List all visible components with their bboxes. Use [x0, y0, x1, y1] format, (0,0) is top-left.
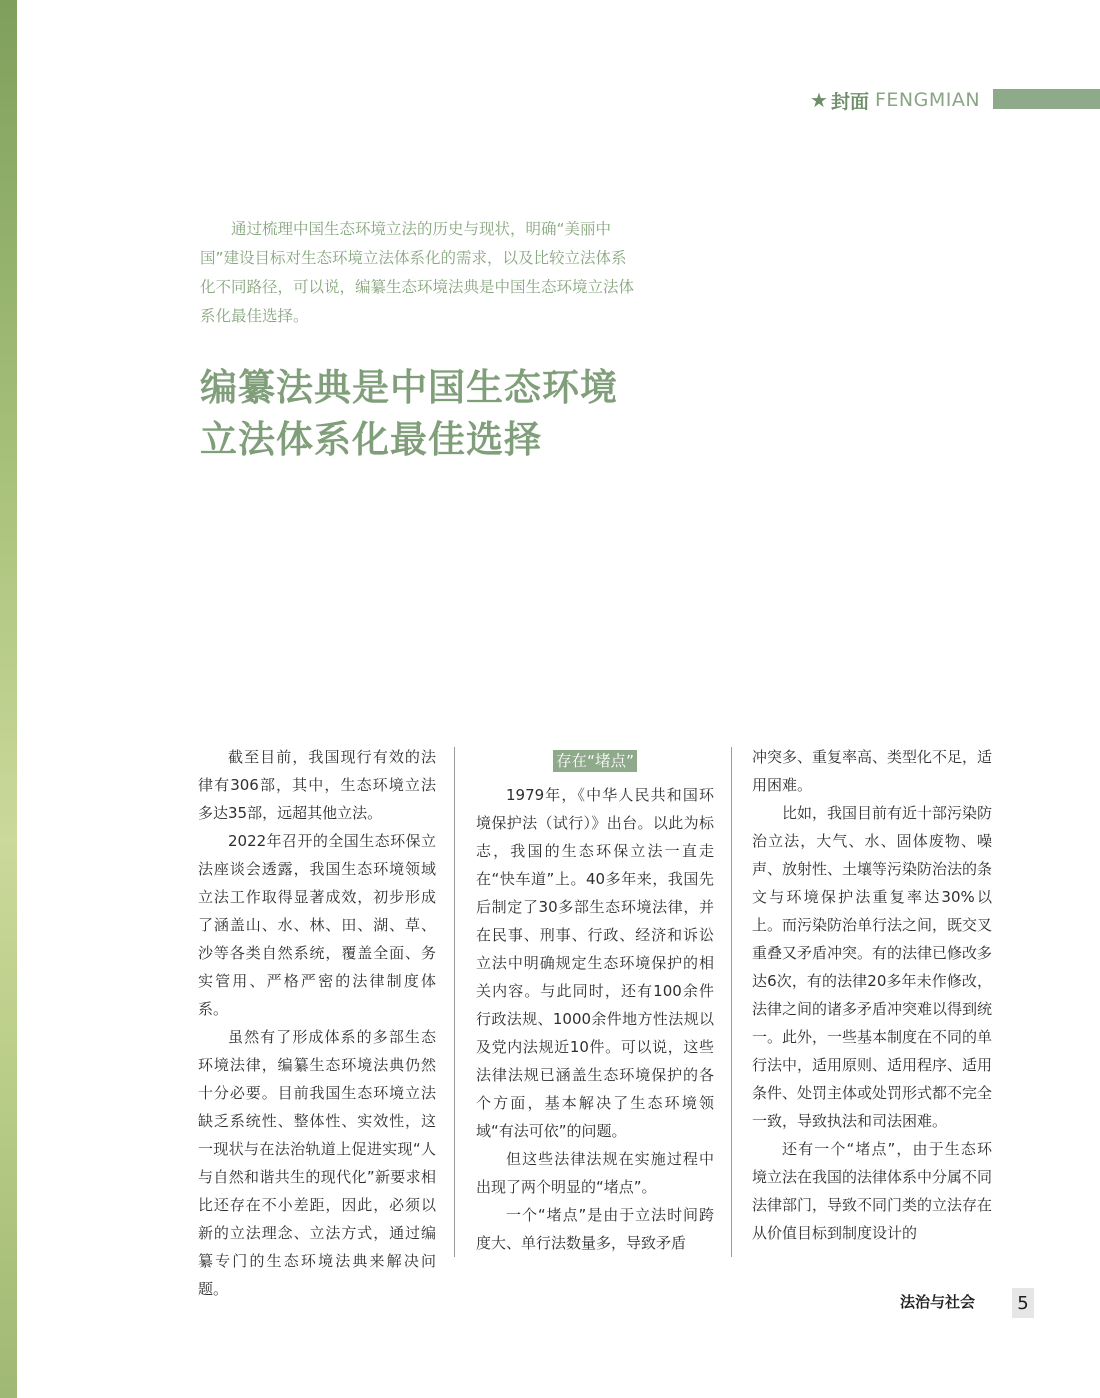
star-icon: ★ — [810, 88, 828, 112]
body-column-1 — [198, 743, 436, 1303]
paragraph: 一个“堵点”是由于立法时间跨度大、单行法数量多，导致矛盾 — [476, 1206, 714, 1252]
page-number: 5 — [1012, 1288, 1034, 1318]
paragraph: 比如，我国目前有近十部污染防治立法，大气、水、固体废物、噪声、放射性、土壤等污染防治法的条文与环境保护法重复率达30%以上。而污染防治单行法之间，既交叉重叠又矛盾冲突。有的法律已修改多达6次，有的法律20多年未作修改，法律之间的诸多矛盾冲突难以得到统一。此外，一些基本制度在不同的单行法中，适用原则、适用程序、适用条件、处罚主体或处罚形式都不完全一致，导致执法和司法困难。 — [752, 804, 993, 1130]
section-tag — [810, 86, 980, 114]
paragraph: 2022年召开的全国生态环保立法座谈会透露，我国生态环境领域立法工作取得显著成效，初步形成了涵盖山、水、林、田、湖、草、沙等各类自然系统，覆盖全面、务实管用、严格严密的法律制度体系。 — [198, 832, 436, 1018]
magazine-name: 法治与社会 — [900, 1293, 976, 1311]
headline-line-2: 立法体系化最佳选择 — [200, 418, 542, 461]
subheading-wrapper — [476, 747, 714, 775]
column-divider — [454, 747, 455, 1257]
paragraph: 1979年，《中华人民共和国环境保护法（试行）》出台。以此为标志，我国的生态环保立法一直走在“快车道”上。40多年来，我国先后制定了30多部生态环境法律，并在民事、刑事、行政、经济和诉讼立法中明确规定生态环境保护的相关内容。与此同时，还有100余件行政法规、1000余件地方性法规以及党内法规近10件。可以说，这些法律法规已涵盖生态环境保护的各个方面，基本解决了生态环境领域“有法可依”的问题。 — [476, 786, 714, 1140]
article-headline — [200, 362, 760, 466]
section-label-cn: 封面 — [830, 90, 869, 113]
body-column-3 — [752, 743, 992, 1247]
headline-line-1: 编纂法典是中国生态环境 — [200, 366, 618, 409]
paragraph: 截至目前，我国现行有效的法律有306部，其中，生态环境立法多达35部，远超其他立法。 — [198, 748, 436, 822]
lead-paragraph: 通过梳理中国生态环境立法的历史与现状，明确“美丽中国”建设目标对生态环境立法体系化的需求，以及比较立法体系化不同路径，可以说，编纂生态环境法典是中国生态环境立法体系化最佳选择。 — [200, 220, 635, 325]
left-decorative-bar — [0, 0, 17, 1398]
body-column-2 — [476, 743, 714, 1257]
paragraph: 还有一个“堵点”，由于生态环境立法在我国的法律体系中分属不同法律部门，导致不同门类的立法存在从价值目标到制度设计的 — [752, 1140, 993, 1242]
paragraph: 虽然有了形成体系的多部生态环境法律，编纂生态环境法典仍然十分必要。目前我国生态环境立法缺乏系统性、整体性、实效性，这一现状与在法治轨道上促进实现“人与自然和谐共生的现代化”新要求相比还存在不小差距，因此，必须以新的立法理念、立法方式，通过编纂专门的生态环境法典来解决问题。 — [198, 1028, 436, 1298]
paragraph: 但这些法律法规在实施过程中出现了两个明显的“堵点”。 — [476, 1150, 714, 1196]
column-divider — [731, 747, 732, 1257]
paragraph-continued: 冲突多、重复率高、类型化不足，适用困难。 — [752, 748, 993, 794]
section-tag-bar — [993, 89, 1100, 109]
subheading: 存在“堵点” — [553, 750, 637, 772]
section-label-en: FENGMIAN — [874, 89, 981, 111]
